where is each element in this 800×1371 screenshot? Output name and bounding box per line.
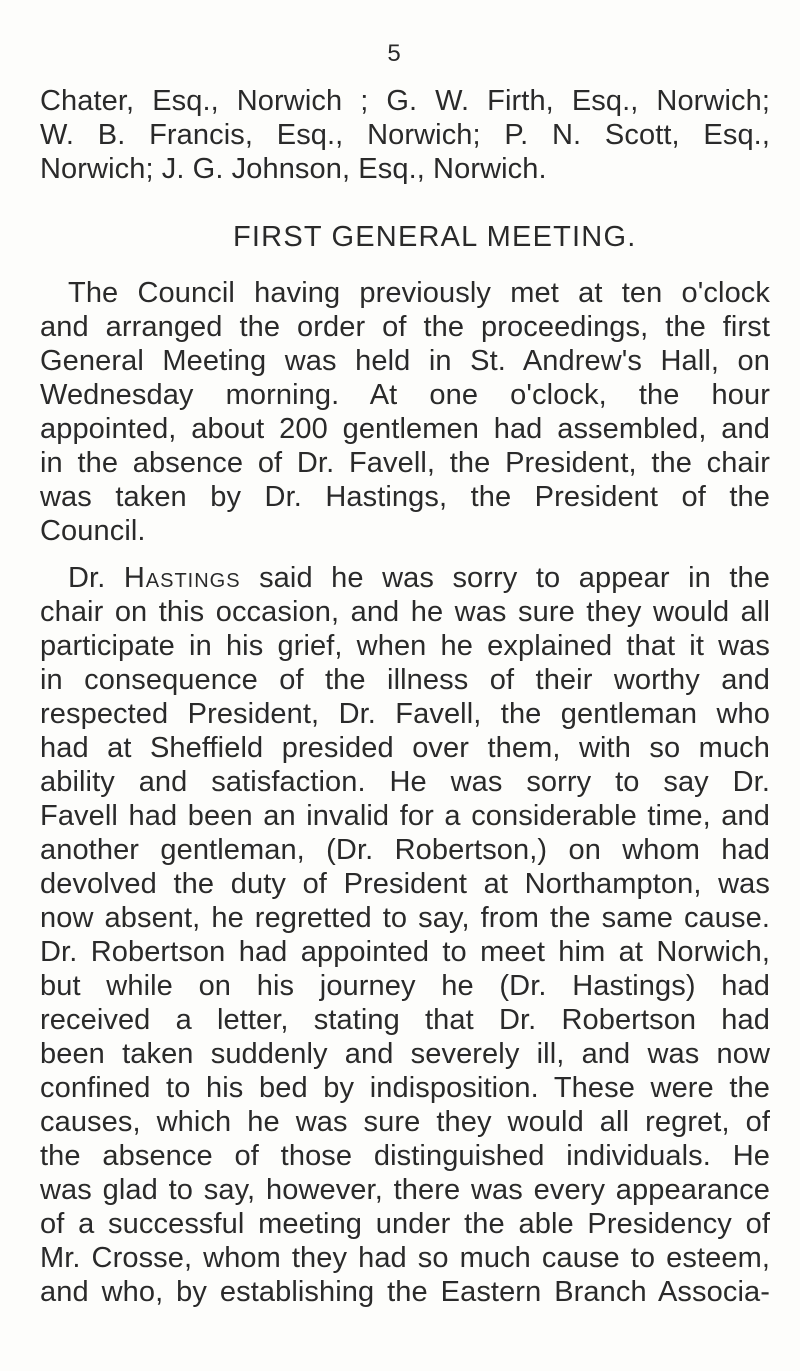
- text-line: now absent, he regretted to say, from the same cause.: [40, 902, 770, 934]
- speaker-prefix: Dr.: [68, 562, 124, 594]
- text-line: was taken by Dr. Hastings, the President of the: [40, 481, 770, 513]
- text-line: ability and satisfaction. He was sorry to say Dr.: [40, 766, 770, 798]
- text-line: Council.: [40, 515, 146, 547]
- text-line: Norwich; J. G. Johnson, Esq., Norwich.: [40, 153, 547, 185]
- text-line: of a successful meeting under the able Presidency of: [40, 1208, 770, 1240]
- text-line: causes, which he was sure they would all regret, of: [40, 1106, 770, 1138]
- text-line: was glad to say, however, there was every appearance: [40, 1174, 770, 1206]
- text-line: confined to his bed by indisposition. These were the: [40, 1072, 770, 1104]
- text-line: The Council having previously met at ten o'clock: [68, 277, 770, 309]
- text-line: but while on his journey he (Dr. Hastings) had: [40, 970, 770, 1002]
- speech-start: said he was sorry to appear in the: [240, 562, 770, 594]
- text-line: W. B. Francis, Esq., Norwich; P. N. Scott, Esq.,: [40, 119, 770, 151]
- page-number: 5: [387, 40, 401, 67]
- text-line: in consequence of the illness of their worthy and: [40, 664, 770, 696]
- text-line: Favell had been an invalid for a considerable time, and: [40, 800, 770, 832]
- text-line: devolved the duty of President at Northampton, was: [40, 868, 770, 900]
- text-line: in the absence of Dr. Favell, the President, the chair: [40, 447, 770, 479]
- text-line: participate in his grief, when he explained that it was: [40, 630, 770, 662]
- section-heading: FIRST GENERAL MEETING.: [233, 221, 637, 253]
- text-line: the absence of those distinguished individuals. He: [40, 1140, 770, 1172]
- text-line: received a letter, stating that Dr. Robertson had: [40, 1004, 770, 1036]
- text-line: and arranged the order of the proceedings, the first: [40, 311, 770, 343]
- text-line: appointed, about 200 gentlemen had assembled, and: [40, 413, 770, 445]
- text-line: had at Sheffield presided over them, with so much: [40, 732, 770, 764]
- text-line: another gentleman, (Dr. Robertson,) on whom had: [40, 834, 770, 866]
- text-line: respected President, Dr. Favell, the gentleman who: [40, 698, 770, 730]
- text-line: Wednesday morning. At one o'clock, the hour: [40, 379, 770, 411]
- text-line: Chater, Esq., Norwich ; G. W. Firth, Esq., Norwich;: [40, 85, 770, 117]
- text-line-opening: [40, 560, 770, 596]
- text-line: General Meeting was held in St. Andrew's Hall, on: [40, 345, 770, 377]
- text-line: Dr. Robertson had appointed to meet him at Norwich,: [40, 936, 770, 968]
- text-line: been taken suddenly and severely ill, and was now: [40, 1038, 770, 1070]
- text-line: Mr. Crosse, whom they had so much cause to esteem,: [40, 1242, 770, 1274]
- text-line: and who, by establishing the Eastern Branch Associa-: [40, 1276, 770, 1308]
- text-line: chair on this occasion, and he was sure they would all: [40, 596, 770, 628]
- speaker-name: Hastings: [123, 562, 241, 594]
